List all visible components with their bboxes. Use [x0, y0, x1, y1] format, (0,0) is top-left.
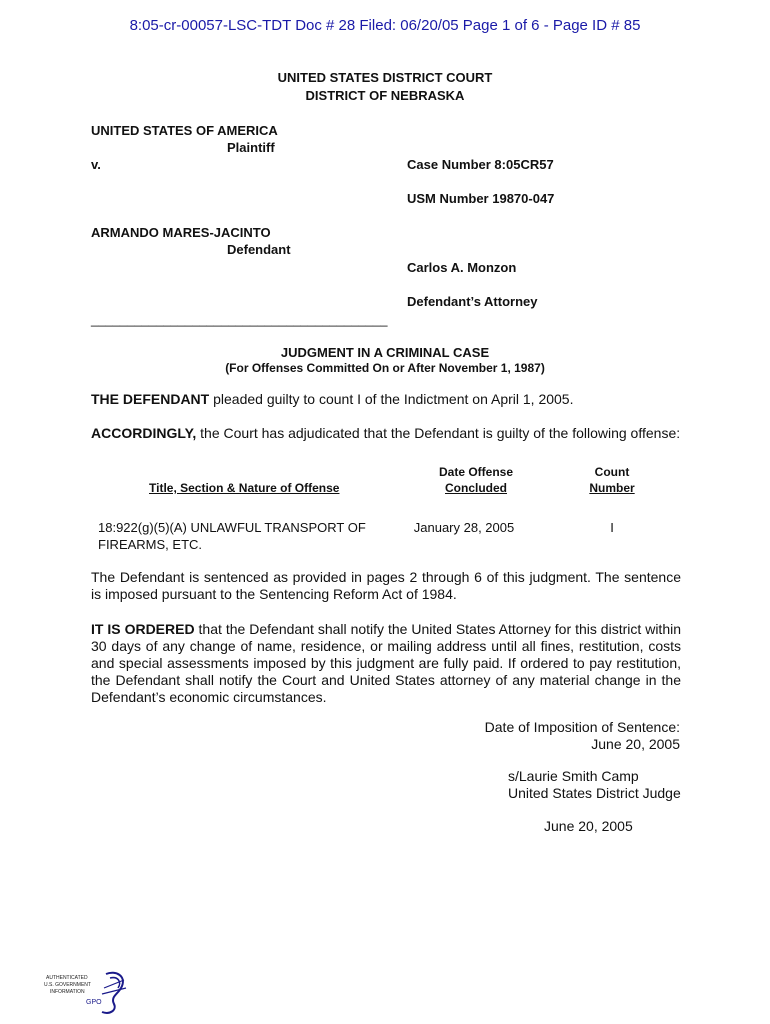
header-date-line2: Concluded — [445, 481, 507, 495]
plea-lead: THE DEFENDANT — [91, 391, 210, 407]
case-number: Case Number 8:05CR57 — [407, 157, 554, 172]
judge-signature: s/Laurie Smith Camp — [508, 768, 639, 784]
plaintiff-name: UNITED STATES OF AMERICA — [91, 123, 278, 138]
sentence-paragraph: The Defendant is sentenced as provided in pages 2 through 6 of this judgment. The sentence is imposed pursuant to the Sentencing Reform Act of 1984. — [91, 569, 681, 602]
gpo-eagle-icon — [44, 968, 134, 1018]
offense-cell-line1: 18:922(g)(5)(A) UNLAWFUL TRANSPORT OF — [98, 520, 366, 535]
gpo-authentication-logo — [44, 968, 134, 1018]
judgment-subtitle: (For Offenses Committed On or After November 1, 1987) — [225, 361, 545, 375]
date-cell: January 28, 2005 — [413, 520, 515, 535]
usm-number: USM Number 19870-047 — [407, 191, 555, 206]
attorney-role: Defendant’s Attorney — [407, 294, 538, 309]
ordered-text: that the Defendant shall notify the United States Attorney for this district within 30 days of any change of name, residence, or mailing address until all fines, restitution, costs and special assessments imposed by this judgment are fully paid. If ordered to pay restitution, the Defendant shall notify the Court and United States attorney of any material change in the Defendant’s economic circumstances. — [91, 621, 681, 705]
imposition-date: June 20, 2005 — [591, 736, 680, 752]
ordered-paragraph — [91, 621, 681, 706]
versus-label: v. — [91, 157, 101, 172]
accordingly-text: the Court has adjudicated that the Defendant is guilty of the following offense: — [196, 425, 681, 441]
count-cell: I — [610, 520, 614, 535]
defendant-role: Defendant — [227, 242, 291, 257]
plea-statement — [91, 391, 573, 407]
header-count-line2: Number — [589, 481, 635, 495]
defendant-name: ARMANDO MARES-JACINTO — [91, 225, 271, 240]
filing-stamp: 8:05-cr-00057-LSC-TDT Doc # 28 Filed: 06/20/05 Page 1 of 6 - Page ID # 85 — [129, 17, 641, 34]
gpo-line4: GPO — [86, 999, 102, 1006]
accordingly-lead: ACCORDINGLY, — [91, 425, 197, 441]
attorney-name: Carlos A. Monzon — [407, 260, 517, 275]
header-title-section: Title, Section & Nature of Offense — [149, 481, 340, 495]
header-count-line1: Count — [594, 465, 630, 479]
offense-cell-line2: FIREARMS, ETC. — [98, 537, 203, 552]
court-name: UNITED STATES DISTRICT COURT — [277, 70, 493, 85]
judge-title: United States District Judge — [508, 785, 681, 801]
gpo-line3: INFORMATION — [50, 989, 85, 995]
plea-text: pleaded guilty to count I of the Indictment on April 1, 2005. — [209, 391, 574, 407]
gpo-line2: U.S. GOVERNMENT — [44, 982, 91, 988]
gpo-line1: AUTHENTICATED — [46, 975, 88, 981]
court-district: DISTRICT OF NEBRASKA — [305, 88, 465, 103]
accordingly-statement — [91, 425, 680, 441]
signature-date: June 20, 2005 — [544, 818, 633, 834]
imposition-label: Date of Imposition of Sentence: — [484, 719, 680, 735]
judgment-title: JUDGMENT IN A CRIMINAL CASE — [280, 345, 490, 360]
header-date-line1: Date Offense — [438, 465, 514, 479]
caption-rule: _________________________________________ — [91, 312, 388, 327]
ordered-lead: IT IS ORDERED — [91, 621, 195, 637]
plaintiff-role: Plaintiff — [227, 140, 275, 155]
